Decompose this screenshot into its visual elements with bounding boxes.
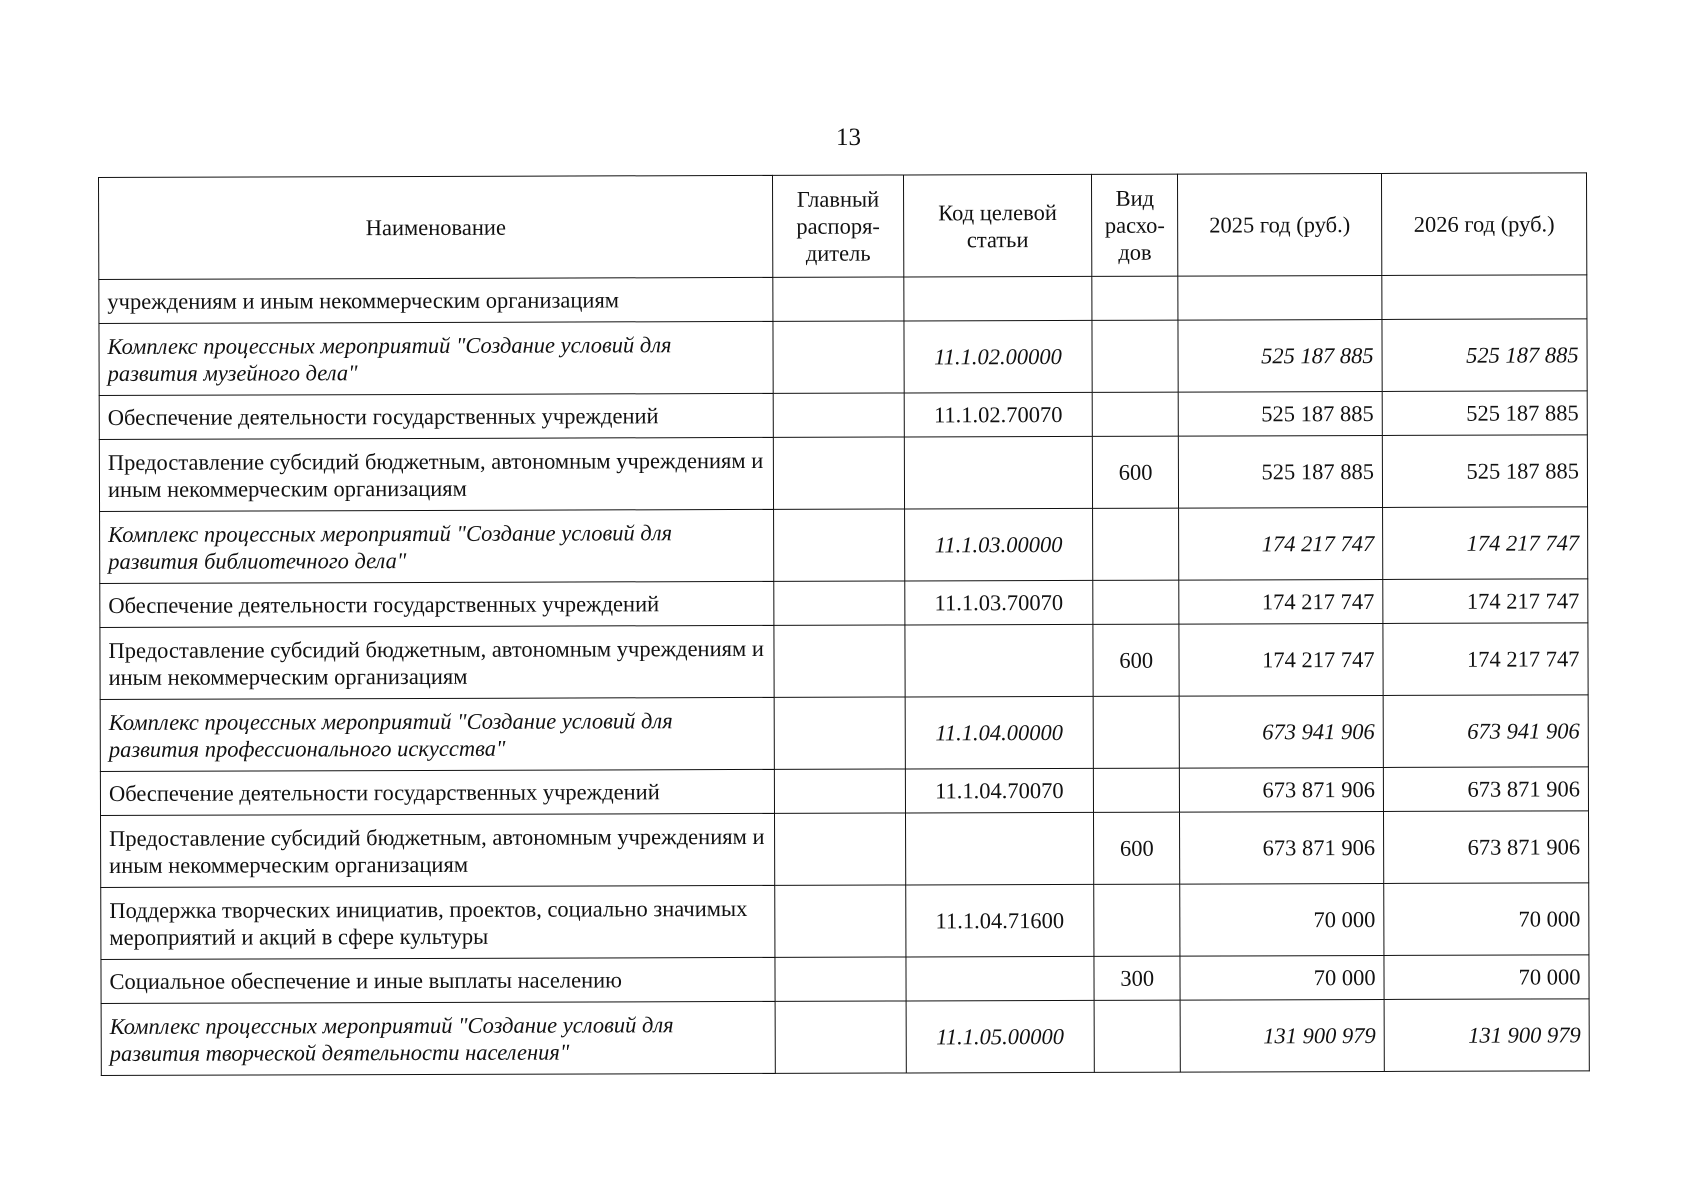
row-code: 11.1.04.71600 — [905, 884, 1094, 957]
row-2025 — [1178, 275, 1382, 320]
table-row — [99, 319, 1587, 396]
row-2026: 70 000 — [1384, 955, 1589, 1000]
row-2026: 673 871 906 — [1383, 767, 1588, 812]
row-code — [906, 956, 1095, 1001]
row-code — [904, 436, 1093, 509]
row-2025: 174 217 747 — [1179, 579, 1383, 624]
row-2026: 70 000 — [1384, 883, 1589, 956]
budget-table — [98, 172, 1590, 1076]
row-2026: 525 187 885 — [1382, 435, 1587, 508]
row-manager — [774, 697, 904, 769]
row-name: Предоставление субсидий бюджетным, автономным учреждениям и иным некоммерческим организациям — [101, 813, 776, 887]
row-manager — [774, 509, 904, 581]
row-name: Предоставление субсидий бюджетным, автономным учреждениям и иным некоммерческим организациям — [99, 437, 774, 511]
row-type — [1093, 508, 1179, 580]
table-row — [101, 883, 1589, 960]
row-manager — [775, 1001, 905, 1073]
table-row — [100, 767, 1588, 816]
table-row — [99, 391, 1587, 440]
table-header-row — [99, 173, 1587, 280]
row-manager — [775, 957, 905, 1001]
row-name: Поддержка творческих инициатив, проектов, социально значимых мероприятий и акций в сфере культуры — [101, 885, 776, 959]
table-row — [100, 507, 1588, 584]
row-code: 11.1.04.70070 — [905, 768, 1094, 813]
row-name: Комплекс процессных мероприятий "Создание условий для развития музейного дела" — [99, 321, 774, 395]
table-row — [101, 811, 1589, 888]
row-2026: 673 941 906 — [1383, 695, 1588, 768]
row-manager — [774, 581, 904, 625]
row-code — [905, 812, 1094, 885]
header-name: Наименование — [99, 175, 774, 279]
table-row — [100, 579, 1588, 628]
row-type — [1094, 1000, 1180, 1072]
row-2025: 525 187 885 — [1178, 435, 1382, 508]
row-manager — [775, 769, 905, 813]
row-type — [1094, 884, 1180, 956]
row-type — [1093, 392, 1179, 436]
row-name: Предоставление субсидий бюджетным, автономным учреждениям и иным некоммерческим организациям — [100, 625, 775, 699]
header-year-2026: 2026 год (руб.) — [1382, 173, 1587, 276]
row-2025: 673 871 906 — [1180, 811, 1384, 884]
row-manager — [774, 393, 904, 437]
row-name: Социальное обеспечение и иные выплаты населению — [101, 957, 775, 1003]
row-type — [1093, 696, 1179, 768]
row-code: 11.1.02.00000 — [904, 320, 1093, 393]
row-type — [1093, 580, 1179, 624]
header-target-code: Код целевой статьи — [903, 174, 1092, 277]
row-2026: 174 217 747 — [1383, 579, 1588, 624]
table-row — [100, 623, 1588, 700]
row-2026: 131 900 979 — [1384, 999, 1589, 1072]
row-2025: 70 000 — [1180, 955, 1384, 1000]
row-2025: 673 941 906 — [1179, 695, 1383, 768]
row-name: Комплекс процессных мероприятий "Создание условий для развития творческой деятельности населения" — [101, 1001, 776, 1075]
row-2025: 174 217 747 — [1179, 623, 1383, 696]
row-manager — [774, 625, 904, 697]
row-2025: 174 217 747 — [1179, 507, 1383, 580]
header-expense-type: Вид расхо-дов — [1092, 174, 1178, 276]
row-name: Обеспечение деятельности государственных учреждений — [100, 769, 774, 815]
row-name: учреждениям и иным некоммерческим организациям — [99, 277, 773, 323]
row-type: 300 — [1094, 956, 1180, 1000]
table-row — [101, 955, 1589, 1004]
row-name: Обеспечение деятельности государственных учреждений — [99, 393, 773, 439]
row-2026: 673 871 906 — [1384, 811, 1589, 884]
table-row — [99, 435, 1587, 512]
row-2025: 70 000 — [1180, 883, 1384, 956]
row-code: 11.1.05.00000 — [906, 1000, 1095, 1073]
row-type — [1092, 320, 1178, 392]
row-2025: 673 871 906 — [1179, 767, 1383, 812]
table-row — [99, 275, 1587, 324]
row-2026: 525 187 885 — [1382, 391, 1587, 436]
row-code: 11.1.04.00000 — [905, 696, 1094, 769]
header-year-2025: 2025 год (руб.) — [1178, 173, 1382, 276]
row-2025: 525 187 885 — [1178, 319, 1382, 392]
row-type: 600 — [1093, 436, 1179, 508]
header-main-manager: Главный распоря-дитель — [773, 175, 904, 277]
row-code: 11.1.02.70070 — [904, 392, 1093, 437]
page-number: 13 — [836, 124, 861, 151]
row-2026: 174 217 747 — [1383, 623, 1588, 696]
row-name: Комплекс процессных мероприятий "Создание условий для развития библиотечного дела" — [100, 509, 775, 583]
row-code: 11.1.03.70070 — [904, 580, 1093, 625]
table-row — [101, 999, 1589, 1076]
row-manager — [775, 813, 905, 885]
row-manager — [775, 885, 905, 957]
row-type — [1092, 276, 1178, 320]
row-type — [1094, 768, 1180, 812]
row-type: 600 — [1093, 624, 1179, 696]
row-name: Обеспечение деятельности государственных учреждений — [100, 581, 774, 627]
row-2026: 174 217 747 — [1383, 507, 1588, 580]
row-2025: 525 187 885 — [1178, 391, 1382, 436]
table-row — [100, 695, 1588, 772]
row-manager — [773, 321, 903, 393]
row-2026 — [1382, 275, 1587, 320]
row-code — [903, 276, 1092, 321]
row-type: 600 — [1094, 812, 1180, 884]
row-manager — [773, 277, 903, 321]
row-manager — [774, 437, 904, 509]
row-code: 11.1.03.00000 — [904, 508, 1093, 581]
row-2026: 525 187 885 — [1382, 319, 1587, 392]
row-2025: 131 900 979 — [1180, 999, 1384, 1072]
row-name: Комплекс процессных мероприятий "Создание условий для развития профессионального искусства" — [100, 697, 775, 771]
row-code — [904, 624, 1093, 697]
